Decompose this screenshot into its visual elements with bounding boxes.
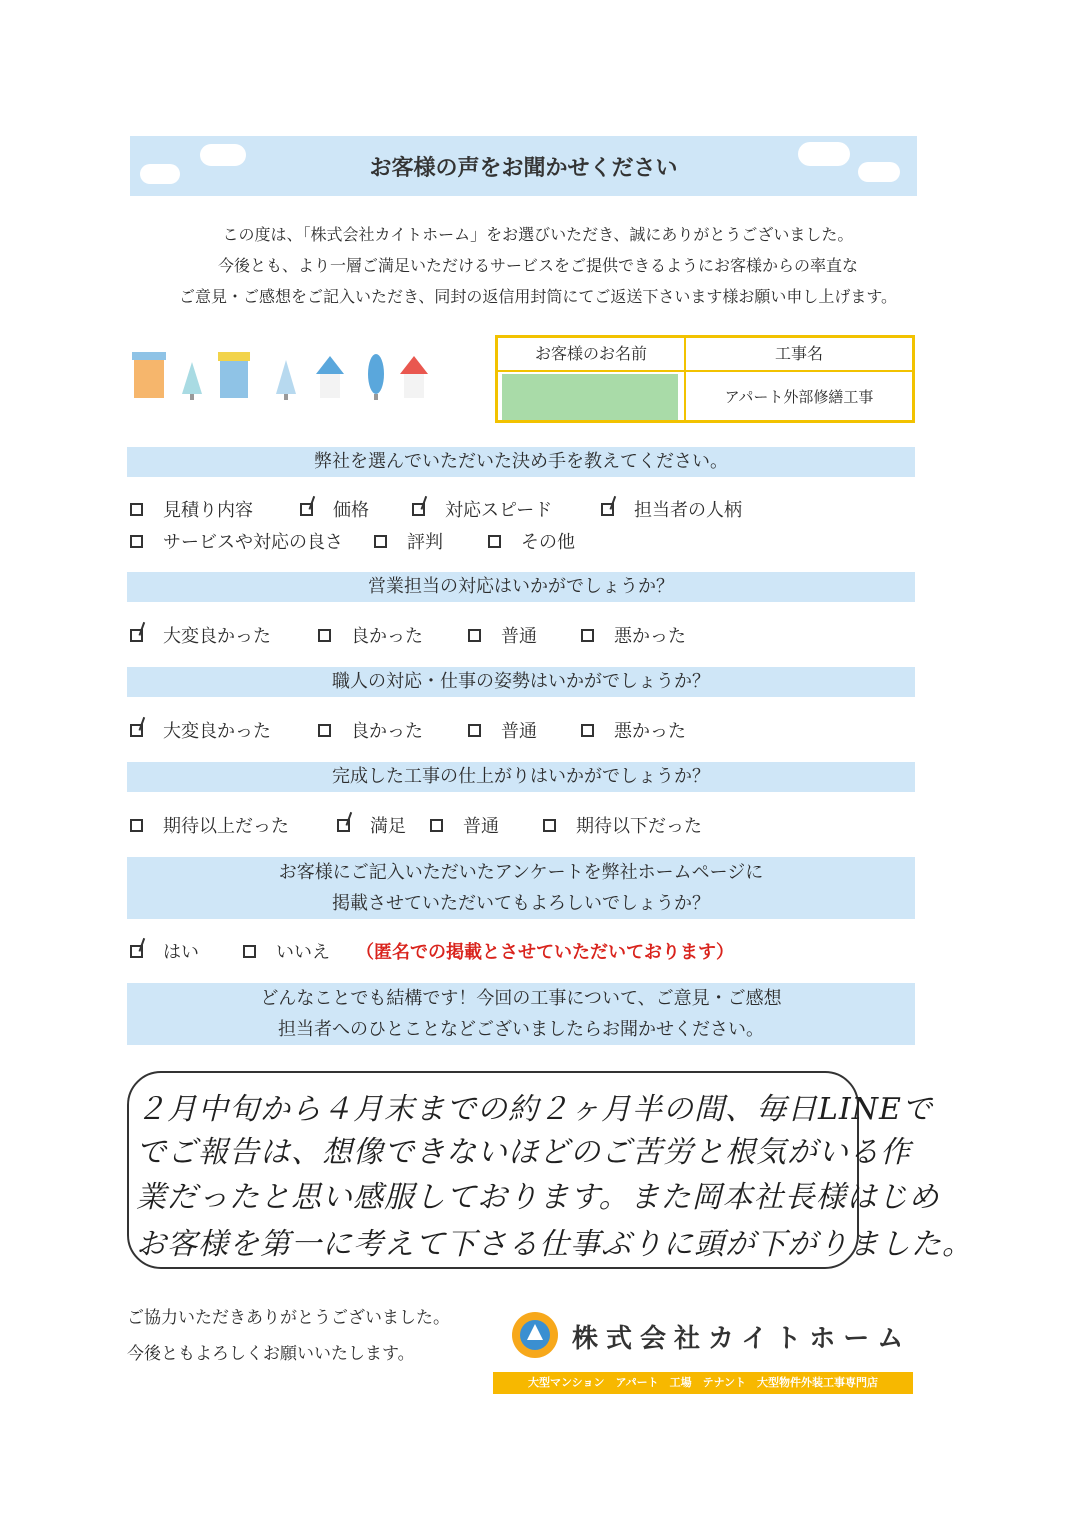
checkbox[interactable] [318, 629, 331, 642]
checkbox[interactable] [130, 535, 143, 548]
intro-line: 今後とも、より一層ご満足いただけるサービスをご提供できるようにお客様からの率直な [217, 256, 858, 275]
intro-text [120, 219, 956, 312]
checkbox-checked[interactable] [130, 945, 143, 958]
checkbox[interactable] [374, 535, 387, 548]
checkbox-checked[interactable] [412, 503, 425, 516]
checkbox[interactable] [243, 945, 256, 958]
checkbox[interactable] [130, 503, 143, 516]
anonymous-note: （匿名での掲載とさせていただいております） [356, 942, 734, 963]
q6-title [127, 983, 915, 1045]
tree-icon [368, 354, 384, 394]
q4-option[interactable]: 期待以下だった [543, 812, 702, 838]
page-title: お客様の声をお聞かせください [369, 156, 678, 181]
name-header: お客様のお名前 [498, 338, 686, 372]
company-logo-icon [505, 1310, 565, 1360]
checkbox-checked[interactable] [300, 503, 313, 516]
tree-icon [182, 362, 202, 394]
comment-line: ２月中旬から４月末までの約２ヶ月半の間、毎日LINEで [136, 1092, 933, 1127]
intro-line: この度は、「株式会社カイトホーム」をお選びいただき、誠にありがとうございました。 [222, 225, 854, 244]
checkbox-checked[interactable] [337, 819, 350, 832]
q3-title: 職人の対応・仕事の姿勢はいかがでしょうか？ [127, 667, 915, 697]
q3-option[interactable]: 普通 [468, 717, 537, 743]
q4-title: 完成した工事の仕上がりはいかがでしょうか？ [127, 762, 915, 792]
house-icon [220, 360, 248, 398]
q2-option[interactable]: 普通 [468, 622, 537, 648]
comment-line: お客様を第一に考えて下さる仕事ぶりに頭が下がりました。 [136, 1227, 973, 1262]
company-name: 株式会社カイトホーム [572, 1324, 912, 1354]
q2-option[interactable]: 大変良かった [130, 622, 271, 648]
checkbox[interactable] [468, 724, 481, 737]
q4-option[interactable]: 満足 [337, 812, 406, 838]
q6-title-line: どんなことでも結構です！今回の工事について、ご意見・ご感想 [260, 988, 782, 1009]
q1-option[interactable]: 見積り内容 [130, 496, 253, 522]
intro-line: ご意見・ご感想をご記入いただき、同封の返信用封筒にてご返送下さいます様お願い申し上げます。 [178, 287, 898, 306]
house-icon [134, 358, 164, 398]
redacted-name [502, 374, 678, 420]
thanks-line: 今後ともよろしくお願いいたします。 [127, 1344, 415, 1364]
q4-option[interactable]: 期待以上だった [130, 812, 289, 838]
q5-option-no[interactable]: いいえ [243, 938, 330, 964]
checkbox[interactable] [581, 724, 594, 737]
q5-title-line: お客様にご記入いただいたアンケートを弊社ホームページに [278, 862, 764, 883]
comment-line: 業だったと思い感服しております。また岡本社長様はじめ [136, 1180, 940, 1215]
checkbox[interactable] [468, 629, 481, 642]
company-tagline: 大型マンション アパート 工場 テナント 大型物件外装工事専門店 [493, 1372, 913, 1394]
q2-title: 営業担当の対応はいかがでしょうか？ [127, 572, 915, 602]
q3-option[interactable]: 悪かった [581, 717, 686, 743]
q2-option[interactable]: 悪かった [581, 622, 686, 648]
checkbox-checked[interactable] [601, 503, 614, 516]
thanks-line: ご協力いただきありがとうございました。 [127, 1308, 450, 1328]
checkbox[interactable] [581, 629, 594, 642]
q5-title [127, 857, 915, 919]
q1-title: 弊社を選んでいただいた決め手を教えてください。 [127, 447, 915, 477]
roof-icon [400, 356, 428, 374]
roof-icon [316, 356, 344, 374]
checkbox[interactable] [543, 819, 556, 832]
q1-option[interactable]: 対応スピード [412, 496, 552, 522]
work-header: 工事名 [686, 338, 912, 372]
house-icon [320, 374, 340, 398]
checkbox[interactable] [130, 819, 143, 832]
checkbox-checked[interactable] [130, 724, 143, 737]
q2-option[interactable]: 良かった [318, 622, 423, 648]
q1-option[interactable]: 価格 [300, 496, 369, 522]
checkbox-checked[interactable] [130, 629, 143, 642]
comment-line: でご報告は、想像できないほどのご苦労と根気がいる作 [136, 1135, 911, 1170]
q5-option-yes[interactable]: はい [130, 938, 199, 964]
work-value: アパート外部修繕工事 [724, 388, 874, 406]
q1-option[interactable]: サービスや対応の良さ [130, 528, 343, 554]
houses-illustration [130, 350, 440, 402]
checkbox[interactable] [430, 819, 443, 832]
q4-option[interactable]: 普通 [430, 812, 499, 838]
customer-table [495, 335, 915, 423]
q1-option[interactable]: その他 [488, 528, 575, 554]
header-band [130, 136, 917, 196]
q1-option[interactable]: 担当者の人柄 [601, 496, 742, 522]
q1-option[interactable]: 評判 [374, 528, 443, 554]
checkbox[interactable] [488, 535, 501, 548]
q3-option[interactable]: 良かった [318, 717, 423, 743]
q6-title-line: 担当者へのひとことなどございましたらお聞かせください。 [278, 1019, 764, 1040]
house-icon [404, 374, 424, 398]
q5-title-line: 掲載させていただいてもよろしいでしょうか？ [332, 893, 710, 914]
checkbox[interactable] [318, 724, 331, 737]
q3-option[interactable]: 大変良かった [130, 717, 271, 743]
tree-icon [276, 360, 296, 394]
